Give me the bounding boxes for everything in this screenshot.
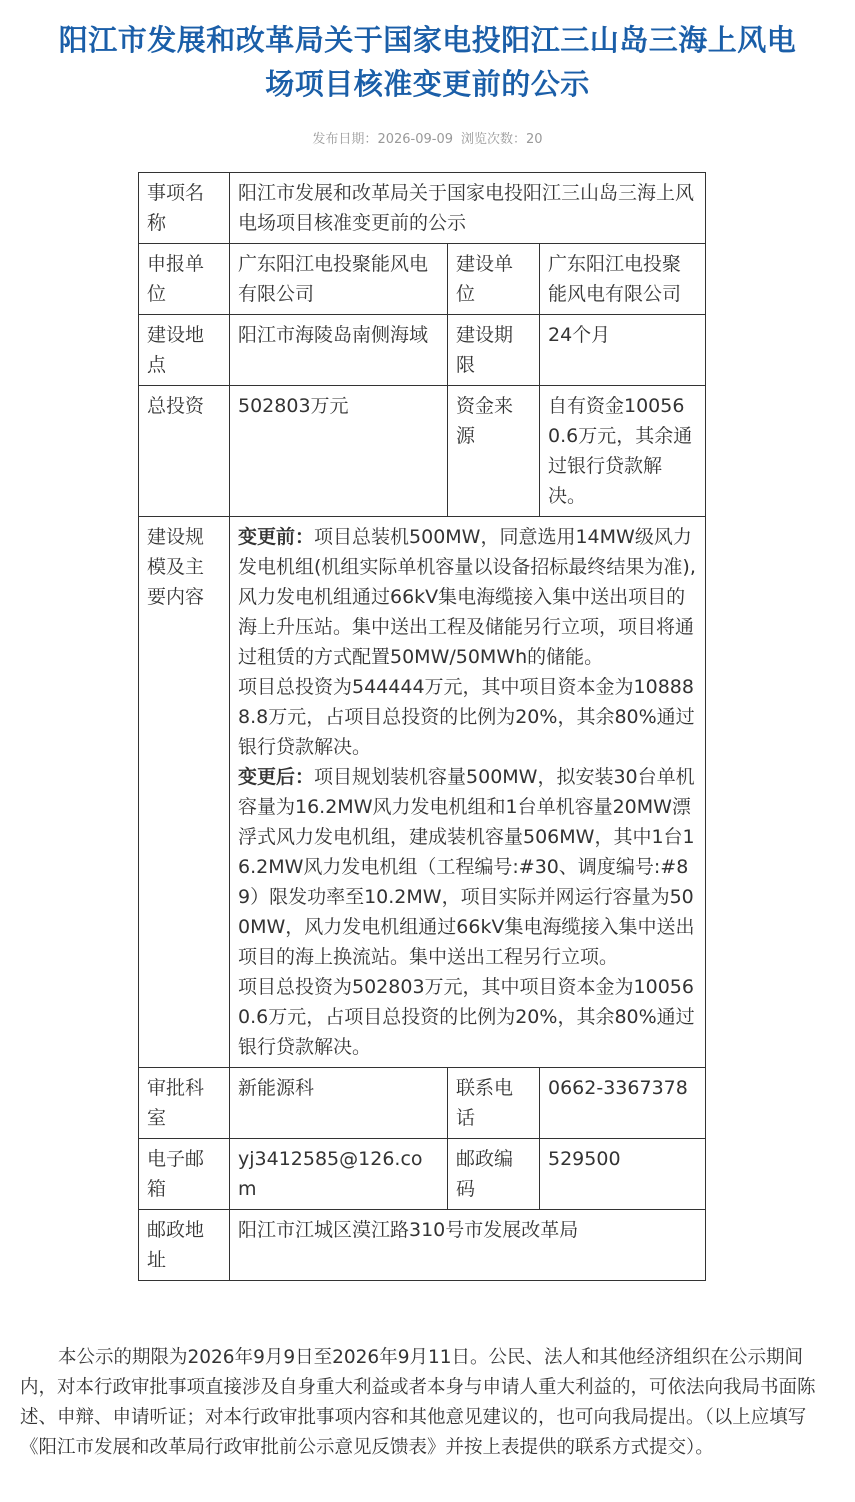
builder-value: 广东阳江电投聚能风电有限公司 (540, 244, 706, 315)
investment-label: 总投资 (139, 386, 230, 517)
notice-paragraph: 本公示的期限为2026年9月9日至2026年9月11日。公民、法人和其他经济组织在公示期间内，对本行政审批事项直接涉及自身重大利益或者本身与申请人重大利益的，可依法向我局书面陈述、申辩、申请听证；对本行政审批事项内容和其他意见建议的，也可向我局提出。（以上应填写《阳江市发展和改革局行政审批前公示意见反馈表》并按上表提供的联系方式提交）。 (20, 1347, 816, 1458)
page-title (0, 18, 855, 106)
postcode-label: 邮政编码 (448, 1139, 540, 1210)
postcode-value: 529500 (540, 1139, 706, 1210)
before-change-label: 变更前： (238, 526, 315, 548)
table-row (139, 386, 706, 517)
table-row (139, 173, 706, 244)
address-label: 邮政地址 (139, 1210, 230, 1281)
address-value: 阳江市江城区漠江路310号市发展改革局 (230, 1210, 706, 1281)
item-name-label: 事项名称 (139, 173, 230, 244)
publish-date: 2026-09-09 (377, 132, 453, 147)
after-change-paragraph (238, 762, 697, 972)
publish-date-label: 发布日期： (312, 132, 378, 147)
email-value: yj3412585@126.com (230, 1139, 448, 1210)
funding-value: 自有资金100560.6万元，其余通过银行贷款解决。 (540, 386, 706, 517)
before-change-paragraph (238, 522, 697, 672)
builder-label: 建设单位 (448, 244, 540, 315)
before-change-text: 项目总装机500MW，同意选用14MW级风力发电机组(机组实际单机容量以设备招标最终结果为准),风力发电机组通过66kV集电海缆接入集中送出项目的海上升压站。集中送出工程及储能另行立项，项目将通过租赁的方式配置50MW/50MWh的储能。 (238, 526, 696, 668)
approval-info-table (138, 172, 706, 1281)
location-value: 阳江市海陵岛南侧海域 (230, 315, 448, 386)
table-row (139, 517, 706, 1068)
before-change-investment: 项目总投资为544444万元，其中项目资本金为108888.8万元，占项目总投资的比例为20%，其余80%通过银行贷款解决。 (238, 676, 695, 758)
item-name-value: 阳江市发展和改革局关于国家电投阳江三山岛三海上风电场项目核准变更前的公示 (230, 173, 706, 244)
after-change-text: 项目规划装机容量500MW，拟安装30台单机容量为16.2MW风力发电机组和1台单机容量20MW漂浮式风力发电机组，建成装机容量506MW，其中1台16.2MW风力发电机组（工程编号:#30、调度编号:#89）限发功率至10.2MW，项目实际并网运行容量为500MW，风力发电机组通过66kV集电海缆接入集中送出项目的海上换流站。集中送出工程另行立项。 (238, 766, 695, 968)
funding-label: 资金来源 (448, 386, 540, 517)
publish-meta (0, 128, 855, 147)
dept-value: 新能源科 (230, 1068, 448, 1139)
view-count: 20 (526, 132, 543, 147)
location-label: 建设地点 (139, 315, 230, 386)
phone-label: 联系电话 (448, 1068, 540, 1139)
period-label: 建设期限 (448, 315, 540, 386)
page-title-line2: 场项目核准变更前的公示 (265, 67, 590, 101)
after-change-label: 变更后： (238, 766, 315, 788)
applicant-value: 广东阳江电投聚能风电有限公司 (230, 244, 448, 315)
phone-value: 0662-3367378 (540, 1068, 706, 1139)
table-row (139, 1210, 706, 1281)
dept-label: 审批科室 (139, 1068, 230, 1139)
email-label: 电子邮箱 (139, 1139, 230, 1210)
after-change-investment: 项目总投资为502803万元，其中项目资本金为100560.6万元，占项目总投资的比例为20%，其余80%通过银行贷款解决。 (238, 976, 695, 1058)
applicant-label: 申报单位 (139, 244, 230, 315)
table-row (139, 244, 706, 315)
table-row (139, 315, 706, 386)
page-title-line1: 阳江市发展和改革局关于国家电投阳江三山岛三海上风电 (58, 23, 797, 57)
period-value: 24个月 (540, 315, 706, 386)
investment-value: 502803万元 (230, 386, 448, 517)
scale-content (230, 517, 706, 1068)
view-count-label: 浏览次数： (461, 132, 527, 147)
scale-label: 建设规模及主要内容 (139, 517, 230, 1068)
table-row (139, 1068, 706, 1139)
table-row (139, 1139, 706, 1210)
